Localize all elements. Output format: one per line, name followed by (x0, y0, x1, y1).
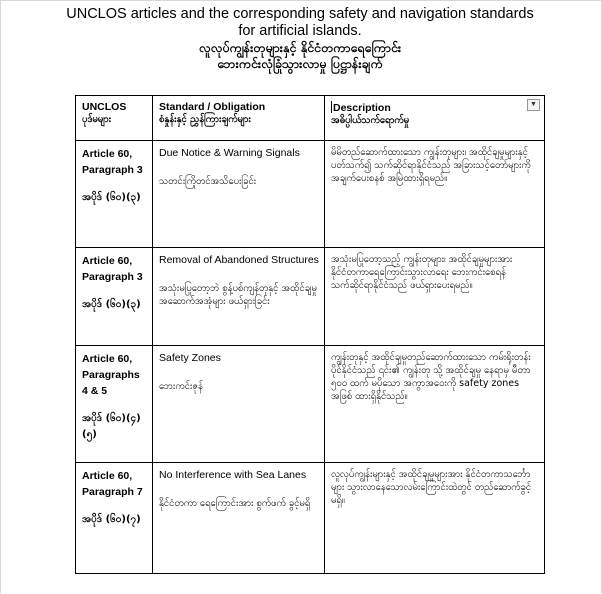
description-text: လူလုပ်ကျွန်းများနှင့် အထိုင်ချမှုများအား နိုင်ငံတကာသင်္ဘောများ သွားလာနေသောလမ်းကြောင်းထဲတွင် တည်ဆောက်ခွင့် မရှိ။ (331, 469, 532, 506)
description-text: ကျွန်းတုနှင့် အထိုင်ချမှုတည်ဆောက်ထားသော ကမ်းရိုးတန်းပိုင်နိုင်ငံသည် ၎င်း၏ ကျွန်းတု သို့ အထိုင်ချမှု နေရာမှ မီတာ ၅၀၀ ထက် မပိုသော အကွာအဝေးကို safety zones အဖြစ် ထားရှိနိုင်သည်။ (331, 352, 531, 402)
header-unclos-en: UNCLOS (82, 101, 127, 113)
standard-my: အသုံးမပြုတော့ဘဲ စွန့်ပစ်ကျန်တုနှင့် အထိုင်ချမှု အဆောက်အအုံများ ဖယ်ရှားခြင်း (159, 283, 317, 307)
title-english: UNCLOS articles and the corresponding safety and navigation standards for artificial islands. (66, 6, 534, 39)
standard-cell (153, 248, 325, 346)
table-row (76, 346, 545, 463)
header-description (325, 96, 545, 141)
description-cell (325, 346, 545, 463)
description-text: မိမိတည်ဆောက်ထားသော ကျွန်းတုများ၊ အထိုင်ချမှုများနှင့် ပတ်သက်၍ သက်ဆိုင်ရာနိုင်ငံသည် အခြားသင့်တော်များကို အချက်ပေးစနစ် အမြဲထားရှိရမည်။ (331, 147, 531, 184)
article-my: အပိုဒ် (၆၀)(၄) (၅) (82, 413, 141, 440)
table-header-row (76, 96, 545, 141)
header-unclos (76, 96, 153, 141)
description-cell (325, 248, 545, 346)
standard-en: Safety Zones (159, 352, 221, 364)
standard-cell (153, 346, 325, 463)
article-my: အပိုဒ် (၆၀)(၃) (82, 192, 141, 203)
article-cell (76, 346, 153, 463)
standard-my: နိုင်ငံတကာ ရေကြောင်းအား စွက်ဖက် ခွင့်မရှိ (159, 498, 311, 509)
document-title (60, 6, 540, 72)
standard-my: ဘေးကင်းဇုန် (159, 381, 203, 392)
article-en: Article 60, Paragraph 7 (82, 470, 143, 498)
description-text: အသုံးမပြုတော့သည့် ကျွန်းတုများ၊ အထိုင်ချမှုများအား နိုင်ငံတကာရေကြောင်းသွားလာရေး ဘေးကင်းစေရန် သက်ဆိုင်ရာနိုင်ငံသည် ဖယ်ရှားပေးရမည်။ (331, 254, 513, 291)
header-unclos-my: ပုဒ်မများ (82, 114, 112, 125)
text-cursor (331, 101, 332, 113)
title-myanmar-line-1: လူလုပ်ကျွန်းတုများနှင့် နိုင်ငံတကာရေကြောင်း (198, 40, 402, 55)
article-en: Article 60, Paragraph 3 (82, 255, 143, 283)
title-myanmar-line-2: ဘေးကင်းလုံခြုံသွားလာမှု ပြဋ္ဌာန်းချက် (217, 56, 383, 71)
header-description-en: Description (333, 102, 391, 114)
article-my: အပိုဒ် (၆၀)(၇) (82, 514, 141, 525)
header-standard-en: Standard / Obligation (159, 101, 266, 113)
standard-cell (153, 463, 325, 574)
article-en: Article 60, Paragraphs 4 & 5 (82, 353, 140, 397)
article-cell (76, 463, 153, 574)
description-cell (325, 463, 545, 574)
table-row (76, 248, 545, 346)
article-en: Article 60, Paragraph 3 (82, 148, 143, 176)
standard-my: သတင်းကြိုတင်အသိပေးခြင်း (159, 176, 257, 187)
chevron-down-icon[interactable]: ▼ (527, 99, 540, 111)
standard-en: No Interference with Sea Lanes (159, 469, 307, 481)
description-cell (325, 141, 545, 248)
header-description-my: အဓိပ္ပါယ်သက်ရောက်မှု (331, 115, 410, 126)
article-cell (76, 248, 153, 346)
header-standard (153, 96, 325, 141)
article-cell (76, 141, 153, 248)
header-standard-my: စံနှုန်းနှင့် ညွှန်ကြားချက်များ (159, 114, 251, 125)
unclos-table (75, 95, 545, 574)
table-row (76, 463, 545, 574)
table-row (76, 141, 545, 248)
article-my: အပိုဒ် (၆၀)(၃) (82, 299, 141, 310)
standard-cell (153, 141, 325, 248)
standard-en: Removal of Abandoned Structures (159, 254, 319, 266)
standard-en: Due Notice & Warning Signals (159, 147, 300, 159)
